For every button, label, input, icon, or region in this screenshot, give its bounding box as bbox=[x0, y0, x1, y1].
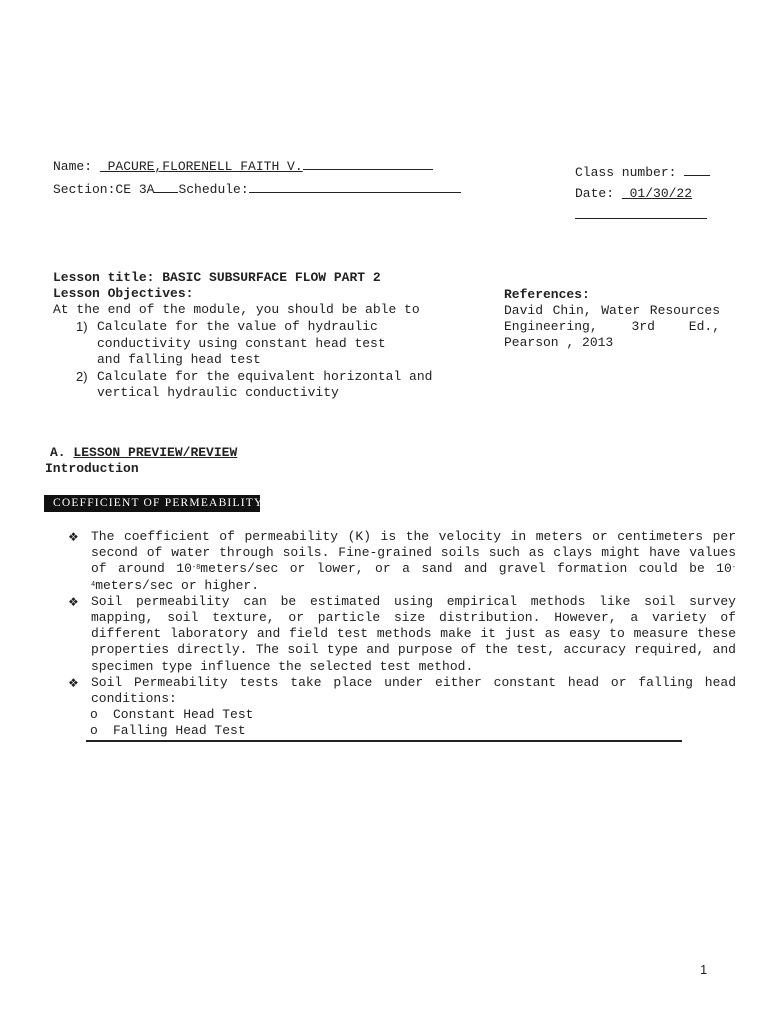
lesson-title: Lesson title: BASIC SUBSURFACE FLOW PART 2 bbox=[53, 270, 381, 285]
class-number-label: Class number: bbox=[575, 165, 685, 180]
objectives-list bbox=[76, 319, 432, 402]
references-block bbox=[504, 287, 720, 351]
bullet-item bbox=[68, 529, 736, 594]
bullet-item bbox=[68, 594, 736, 675]
name-row bbox=[53, 157, 433, 175]
lesson-objectives-label: Lesson Objectives: bbox=[53, 286, 194, 301]
bullet-item bbox=[68, 675, 736, 707]
date-blank-line bbox=[575, 206, 707, 219]
sub-bullet-text: Falling Head Test bbox=[113, 723, 246, 739]
introduction-heading: Introduction bbox=[45, 461, 139, 476]
class-number-row bbox=[575, 163, 710, 181]
exponent: -4 bbox=[91, 564, 736, 589]
sub-bullet-item bbox=[68, 723, 736, 739]
section-a-heading bbox=[50, 445, 237, 461]
date-value: 01/30/22 bbox=[621, 186, 693, 201]
schedule-label: Schedule: bbox=[178, 182, 249, 197]
coefficient-banner: COEFFICIENT OF PERMEABILITY bbox=[44, 495, 260, 512]
objective-line: and falling head test bbox=[97, 352, 261, 367]
bullet-text: Soil permeability can be estimated using empirical methods like soil survey mapping, soil texture, or particle size distribution. However, a variety of different laboratory and field test methods make it just as easy to measure these properties directly. The soil type and purpose of the test, accuracy required, and specimen type influence the selected test method. bbox=[91, 593, 736, 674]
lesson-objectives-intro: At the end of the module, you should be able to bbox=[53, 302, 420, 317]
date-row bbox=[575, 186, 692, 202]
bullet-list bbox=[68, 529, 736, 740]
objective-item bbox=[76, 369, 432, 402]
class-number-blank-line bbox=[684, 163, 710, 176]
section-value: CE 3A bbox=[115, 182, 155, 197]
date-label: Date: bbox=[575, 186, 622, 201]
section-blank-line bbox=[154, 180, 178, 193]
sub-bullet-item bbox=[68, 707, 736, 723]
section-a-letter: A. bbox=[50, 445, 66, 460]
references-text: David Chin, Water Resources Engineering, 3rd Ed., Pearson , 2013 bbox=[504, 303, 720, 350]
diamond-bullet-icon: ❖ bbox=[68, 530, 79, 544]
objective-number: 1) bbox=[76, 319, 88, 334]
objective-line: Calculate for the value of hydraulic bbox=[97, 319, 378, 334]
objective-line: Calculate for the equivalent horizontal and bbox=[97, 368, 433, 384]
circle-bullet-icon: o bbox=[90, 707, 98, 723]
diamond-bullet-icon: ❖ bbox=[68, 675, 79, 690]
date-blank-line-row bbox=[575, 206, 707, 224]
sub-bullet-text: Constant Head Test bbox=[113, 707, 254, 723]
horizontal-rule bbox=[86, 740, 682, 742]
section-a-title: LESSON PREVIEW/REVIEW bbox=[73, 445, 238, 460]
circle-bullet-icon: o bbox=[90, 723, 98, 739]
name-blank-line bbox=[303, 157, 433, 170]
objective-number: 2) bbox=[76, 368, 88, 384]
page-number: 1 bbox=[700, 962, 708, 977]
references-label: References: bbox=[504, 287, 590, 302]
section-row bbox=[53, 180, 461, 198]
objective-line: vertical hydraulic conductivity bbox=[97, 385, 339, 400]
diamond-bullet-icon: ❖ bbox=[68, 594, 79, 609]
objective-item bbox=[76, 319, 432, 369]
bullet-text: Soil Permeability tests take place under either constant head or falling head conditions: bbox=[91, 674, 736, 707]
bullet-text: The coefficient of permeability (K) is the velocity in meters or centimeters per second of water through soils. Fine-grained soils such as clays might have values of around 10 bbox=[91, 529, 736, 577]
exponent: -8 bbox=[191, 564, 201, 573]
section-label: Section: bbox=[53, 182, 116, 197]
bullet-text: meters/sec or lower, or a sand and gravel formation could be 10 bbox=[200, 561, 732, 577]
name-value: PACURE,FLORENELL FAITH V. bbox=[99, 159, 303, 174]
name-label: Name: bbox=[53, 159, 100, 174]
schedule-blank-line bbox=[249, 180, 461, 193]
bullet-text: meters/sec or higher. bbox=[95, 577, 260, 593]
objective-line: conductivity using constant head test bbox=[97, 335, 386, 351]
